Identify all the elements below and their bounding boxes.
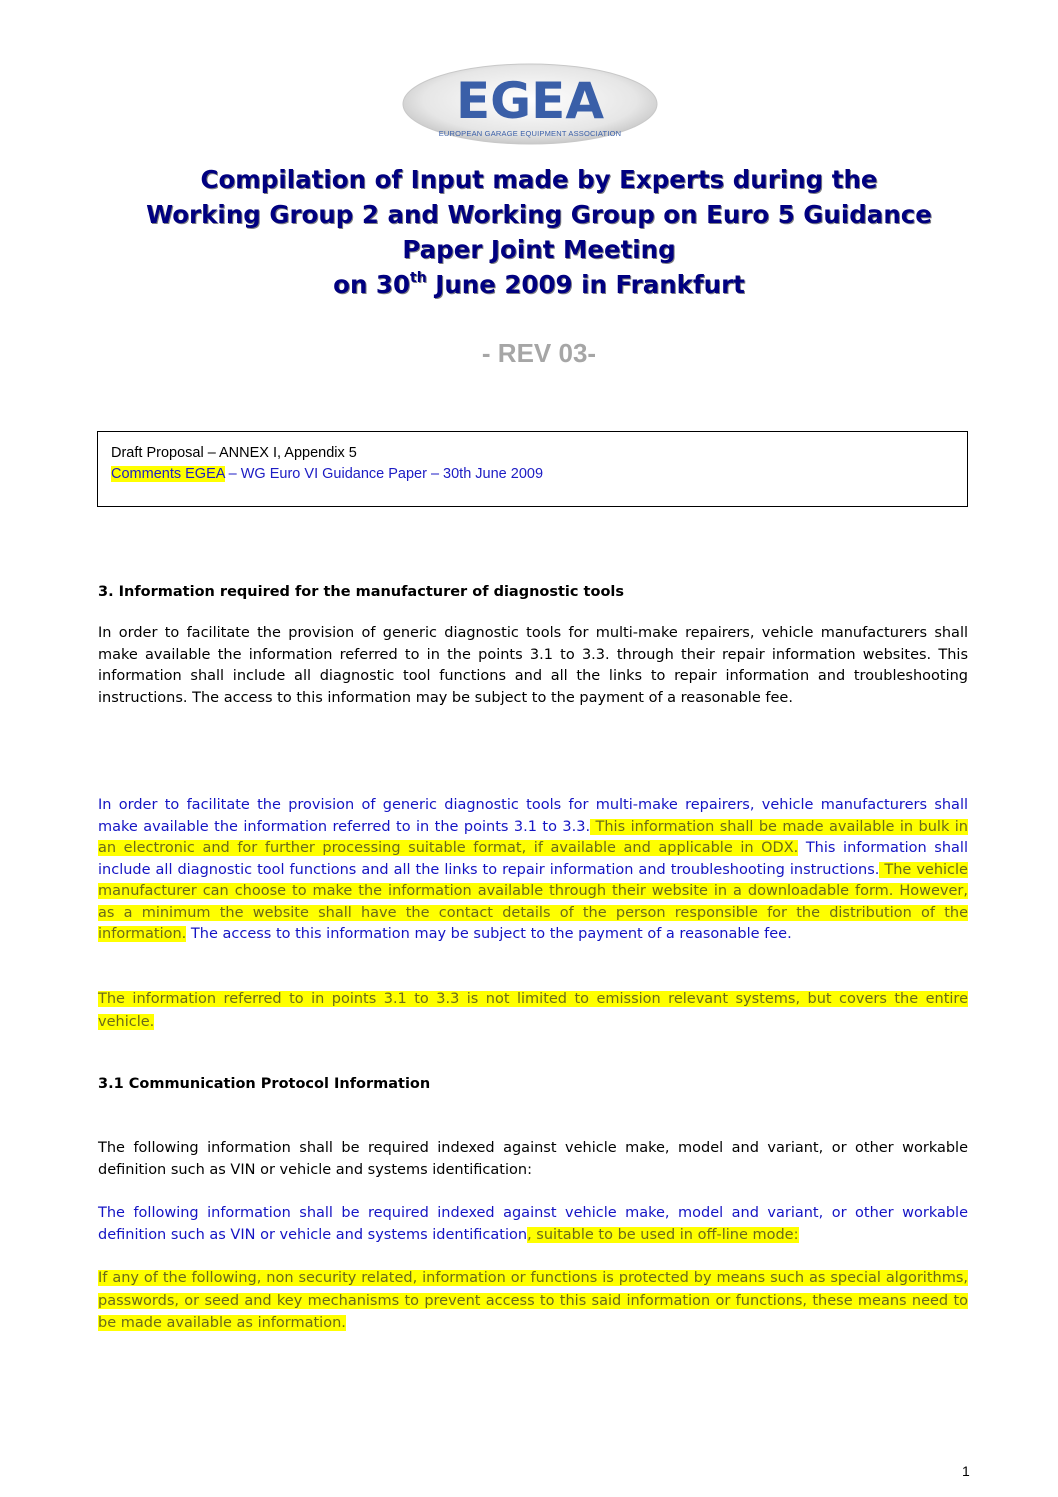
box-line-1: Draft Proposal – ANNEX I, Appendix 5 [111, 445, 357, 461]
comments-egea-highlight: Comments EGEA [111, 466, 225, 482]
box-line-2: Comments EGEA – WG Euro VI Guidance Paper – 30th June 2009 [111, 466, 544, 482]
revision-label: - REV 03- [481, 338, 597, 368]
page-number: 1 [962, 1463, 970, 1479]
title-line-3: Paper Joint Meeting [402, 235, 676, 264]
egea-logo [402, 62, 658, 148]
logo-subtitle: EUROPEAN GARAGE EQUIPMENT ASSOCIATION [438, 129, 622, 138]
section-3-proposal-paragraph: In order to facilitate the provision of generic diagnostic tools for multi-make repairers, vehicle manufacturers shall make available the information referred to in the points 3.1 to 3.3. This information shall be made available in bulk in an electronic and for further processing suitable format, if available and applicable in ODX. This information shall include all diagnostic tool functions and all the links to repair information and troubleshooting instructions. The vehicle manufacturer can choose to make the information available through their website in a downloadable form. However, as a minimum the website shall have the contact details of the person responsible for the distribution of the information. The access to this information may be subject to the payment of a reasonable fee. [98, 797, 969, 942]
title-line-4: on 30th June 2009 in Frankfurt [333, 269, 745, 299]
section-3-1-security-paragraph: If any of the following, non security related, information or functions is protected by means such as special algorithms, passwords, or seed and key mechanisms to prevent access to this said information or functions, these means need to be made available as information. [98, 1270, 968, 1331]
section-3-original-paragraph: In order to facilitate the provision of generic diagnostic tools for multi-make repairers, vehicle manufacturers shall make available the information referred to in the points 3.1 to 3.3. through their repair information websites. This information shall include all diagnostic tool functions and all the links to repair information and troubleshooting instructions. The access to this information may be subject to the payment of a reasonable fee. [98, 625, 968, 706]
section-3-scope-paragraph: The information referred to in points 3.1 to 3.3 is not limited to emission relevant systems, but covers the entire vehicle. [98, 991, 968, 1030]
section-3-1-heading: 3.1 Communication Protocol Information [98, 1076, 431, 1092]
section-3-heading: 3. Information required for the manufacturer of diagnostic tools [98, 584, 625, 600]
title-line-1: Compilation of Input made by Experts during the [200, 165, 878, 194]
title-line-2: Working Group 2 and Working Group on Euro 5 Guidance [146, 200, 932, 229]
proposal-info-box [97, 431, 968, 507]
section-3-1-proposal-paragraph: The following information shall be required indexed against vehicle make, model and variant, or other workable definition such as VIN or vehicle and systems identification, suitable to be used in off-line mode: [98, 1205, 968, 1243]
section-3-1-original-paragraph: The following information shall be required indexed against vehicle make, model and variant, or other workable definition such as VIN or vehicle and systems identification: [98, 1140, 968, 1178]
logo-wordmark: EGEA [455, 72, 605, 130]
document-title [60, 162, 1018, 302]
